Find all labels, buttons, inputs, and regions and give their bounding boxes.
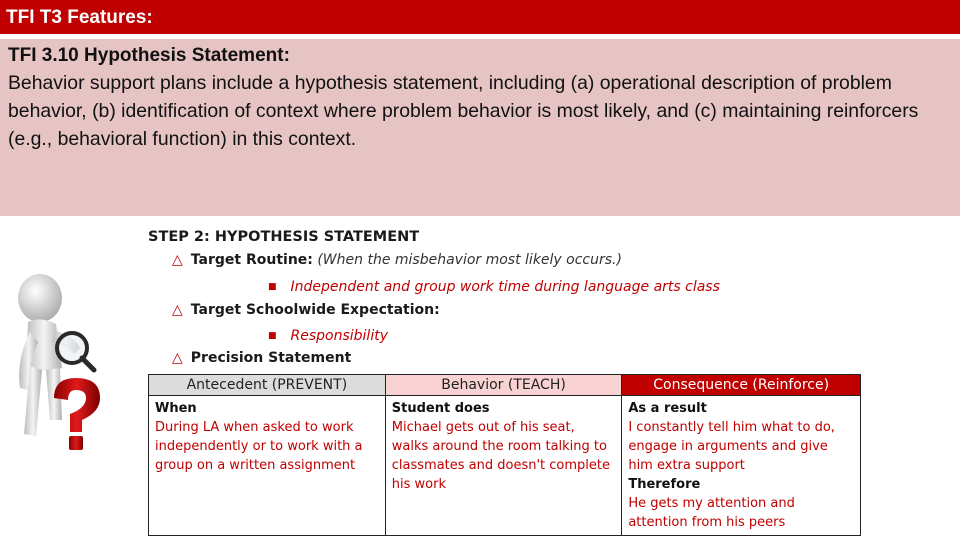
- target-routine-row: [172, 251, 622, 269]
- antecedent-cell: [149, 396, 386, 536]
- triangle-bullet-icon: △: [172, 302, 183, 318]
- intro-panel: [0, 38, 960, 216]
- hypothesis-step: [148, 228, 868, 246]
- expectation-row: [172, 301, 440, 319]
- square-bullet-icon: ■: [268, 331, 277, 341]
- intro-subtitle: TFI 3.10 Hypothesis Statement:: [8, 45, 290, 66]
- step-title: STEP 2: HYPOTHESIS STATEMENT: [148, 229, 420, 245]
- antecedent-text: During LA when asked to work independently or to work with a group on a written assignment: [155, 420, 363, 473]
- consequence-cell: [622, 396, 861, 536]
- expectation-label: Target Schoolwide Expectation:: [190, 302, 440, 318]
- target-routine-value: Independent and group work time during language arts class: [290, 279, 720, 295]
- magnifier-question-person-icon: [10, 270, 122, 460]
- triangle-bullet-icon: △: [172, 350, 183, 366]
- square-bullet-icon: ■: [268, 282, 277, 292]
- precision-label: Precision Statement: [190, 350, 352, 366]
- table-header-row: [149, 375, 861, 396]
- behavior-text: Michael gets out of his seat, walks around the room talking to classmates and doesn't complete his work: [391, 420, 610, 492]
- triangle-bullet-icon: △: [172, 252, 183, 268]
- therefore-text: He gets my attention and attention from his peers: [628, 496, 795, 530]
- target-routine-label: Target Routine:: [190, 252, 313, 268]
- consequence-label: As a result: [628, 401, 707, 416]
- behavior-header: Behavior (TEACH): [385, 375, 622, 396]
- behavior-cell: [385, 396, 622, 536]
- precision-row: [172, 349, 351, 367]
- target-routine-note: (When the misbehavior most likely occurs.): [317, 252, 622, 268]
- intro-body: Behavior support plans include a hypothesis statement, including (a) operational description of problem behavior, (b) identification of context where problem behavior is most likely, and (c) maintaining reinforcers (e.g., behavioral function) in this context.: [8, 72, 919, 150]
- consequence-header: Consequence (Reinforce): [622, 375, 861, 396]
- expectation-item: [268, 327, 388, 345]
- antecedent-label: When: [155, 401, 197, 416]
- consequence-text: I constantly tell him what to do, engage in arguments and give him extra support: [628, 420, 835, 473]
- expectation-value: Responsibility: [290, 328, 388, 344]
- target-routine-item: [268, 278, 720, 296]
- behavior-label: Student does: [391, 401, 490, 416]
- table-row: [149, 396, 861, 536]
- slide-title: TFI T3 Features:: [6, 7, 153, 28]
- therefore-label: Therefore: [628, 477, 701, 492]
- antecedent-header: Antecedent (PREVENT): [149, 375, 386, 396]
- title-bar: [0, 0, 960, 36]
- precision-table: [148, 374, 861, 536]
